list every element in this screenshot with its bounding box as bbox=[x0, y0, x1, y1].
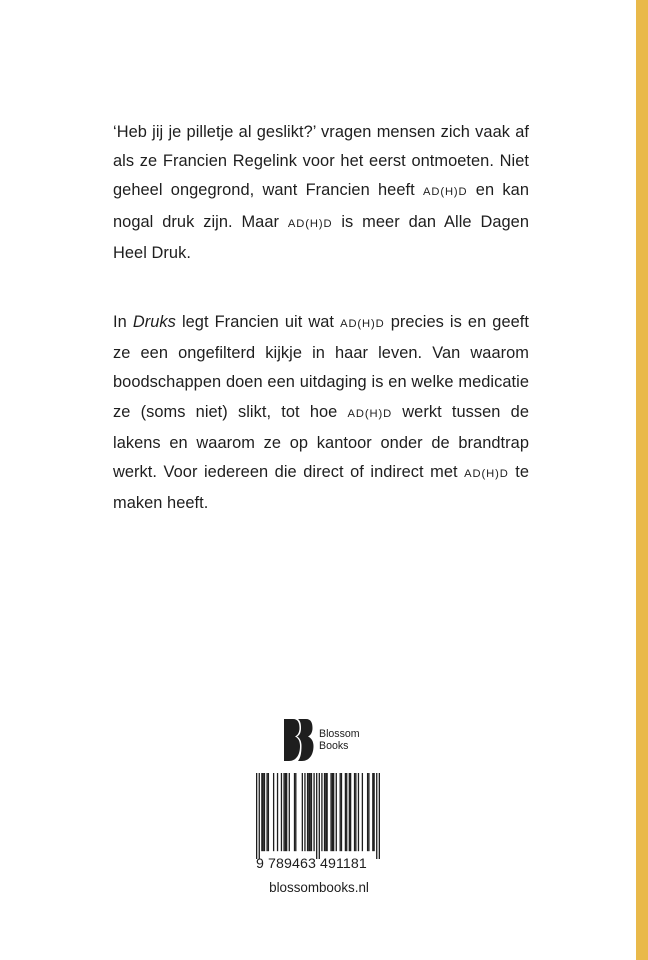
barcode-bar bbox=[330, 773, 331, 851]
blurb-paragraph-2 bbox=[113, 308, 529, 518]
barcode-bar bbox=[259, 773, 260, 859]
barcode-bar bbox=[326, 773, 327, 851]
barcode-bar bbox=[354, 773, 355, 851]
publisher-name-line-1: Blossom bbox=[319, 728, 360, 740]
barcode-bar bbox=[266, 773, 267, 851]
publisher-name-line-2: Books bbox=[319, 740, 349, 752]
text-run: is meer dan Alle Dagen Heel Druk. bbox=[113, 212, 530, 262]
barcode-bar bbox=[302, 773, 303, 851]
blurb-paragraph-1 bbox=[113, 118, 529, 268]
barcode-bar bbox=[376, 773, 377, 859]
text-run: legt Francien uit wat bbox=[175, 313, 341, 332]
publisher-name bbox=[319, 728, 360, 752]
barcode-bar bbox=[289, 773, 290, 851]
barcode-bar bbox=[285, 773, 286, 851]
barcode-bar bbox=[308, 773, 309, 851]
barcode-bar bbox=[340, 773, 341, 851]
barcode-bar bbox=[368, 773, 369, 851]
barcode-bar bbox=[304, 773, 305, 851]
barcode-bar bbox=[355, 773, 356, 851]
adhd-term: AD(H)D bbox=[340, 318, 385, 331]
barcode-bars bbox=[256, 773, 380, 859]
barcode-bar bbox=[362, 773, 363, 851]
barcode-bar bbox=[316, 773, 317, 859]
barcode-bar bbox=[346, 773, 347, 851]
barcode-bar bbox=[268, 773, 269, 851]
barcode-bar bbox=[332, 773, 333, 851]
barcode-bar bbox=[341, 773, 342, 851]
barcode-bar bbox=[294, 773, 295, 851]
text-run: te maken heeft. bbox=[113, 463, 530, 513]
barcode-bar bbox=[336, 773, 337, 851]
barcode-bar bbox=[307, 773, 308, 851]
publisher-website bbox=[0, 880, 636, 895]
barcode-bar bbox=[310, 773, 311, 851]
barcode-bar bbox=[324, 773, 325, 851]
adhd-term: AD(H)D bbox=[464, 468, 509, 481]
barcode-bar bbox=[311, 773, 312, 851]
barcode-bar bbox=[264, 773, 265, 851]
barcode-bar bbox=[283, 773, 284, 851]
barcode-bar bbox=[286, 773, 287, 851]
text-run: werkt tussen de lakens en waarom ze op kantoor onder de brandtrap werkt. Voor iedereen die direct of indirect met bbox=[113, 402, 529, 482]
text-run: precies is en geeft ze een ongefilterd kijkje in haar leven. Van waarom boodschappen doen een uitdaging is en welke medicatie ze (soms niet) slikt, tot hoe bbox=[113, 313, 530, 421]
publisher-logo bbox=[284, 719, 360, 761]
isbn-barcode bbox=[256, 773, 380, 859]
barcode-bar bbox=[319, 773, 320, 859]
barcode-bar bbox=[367, 773, 368, 851]
barcode-bar bbox=[373, 773, 374, 851]
barcode-bar bbox=[321, 773, 322, 851]
barcode-bar bbox=[273, 773, 274, 851]
adhd-term: AD(H)D bbox=[422, 186, 468, 199]
barcode-bar bbox=[261, 773, 262, 851]
publisher-website-text: blossombooks.nl bbox=[269, 880, 369, 895]
adhd-term: AD(H)D bbox=[287, 217, 333, 230]
barcode-bar bbox=[256, 773, 257, 859]
barcode-bar bbox=[372, 773, 373, 851]
barcode-bar bbox=[295, 773, 296, 851]
blossom-books-logo-icon bbox=[284, 719, 314, 761]
barcode-bar bbox=[379, 773, 380, 859]
isbn-number: 9 789463 491181 bbox=[256, 856, 367, 872]
back-cover-blurb bbox=[113, 118, 529, 558]
barcode-bar bbox=[325, 773, 326, 851]
barcode-bar bbox=[349, 773, 350, 851]
barcode-bar bbox=[281, 773, 282, 851]
text-run: en kan nogal druk zijn. Maar bbox=[113, 181, 529, 231]
adhd-term: AD(H)D bbox=[347, 407, 393, 420]
text-run: ‘Heb jij je pilletje al geslikt?’ vragen mensen zich vaak af als ze Francien Regelink voor het eerst ontmoeten. Niet geheel ongegrond, want Francien heeft bbox=[113, 123, 529, 200]
text-run: In bbox=[113, 313, 133, 332]
spine-stripe bbox=[636, 0, 648, 960]
barcode-bar bbox=[333, 773, 334, 851]
barcode-bar bbox=[277, 773, 278, 851]
barcode-bar bbox=[263, 773, 264, 851]
barcode-bar bbox=[313, 773, 314, 851]
barcode-bar bbox=[358, 773, 359, 851]
barcode-bar bbox=[350, 773, 351, 851]
barcode-bar bbox=[345, 773, 346, 851]
book-title: Druks bbox=[132, 313, 176, 332]
